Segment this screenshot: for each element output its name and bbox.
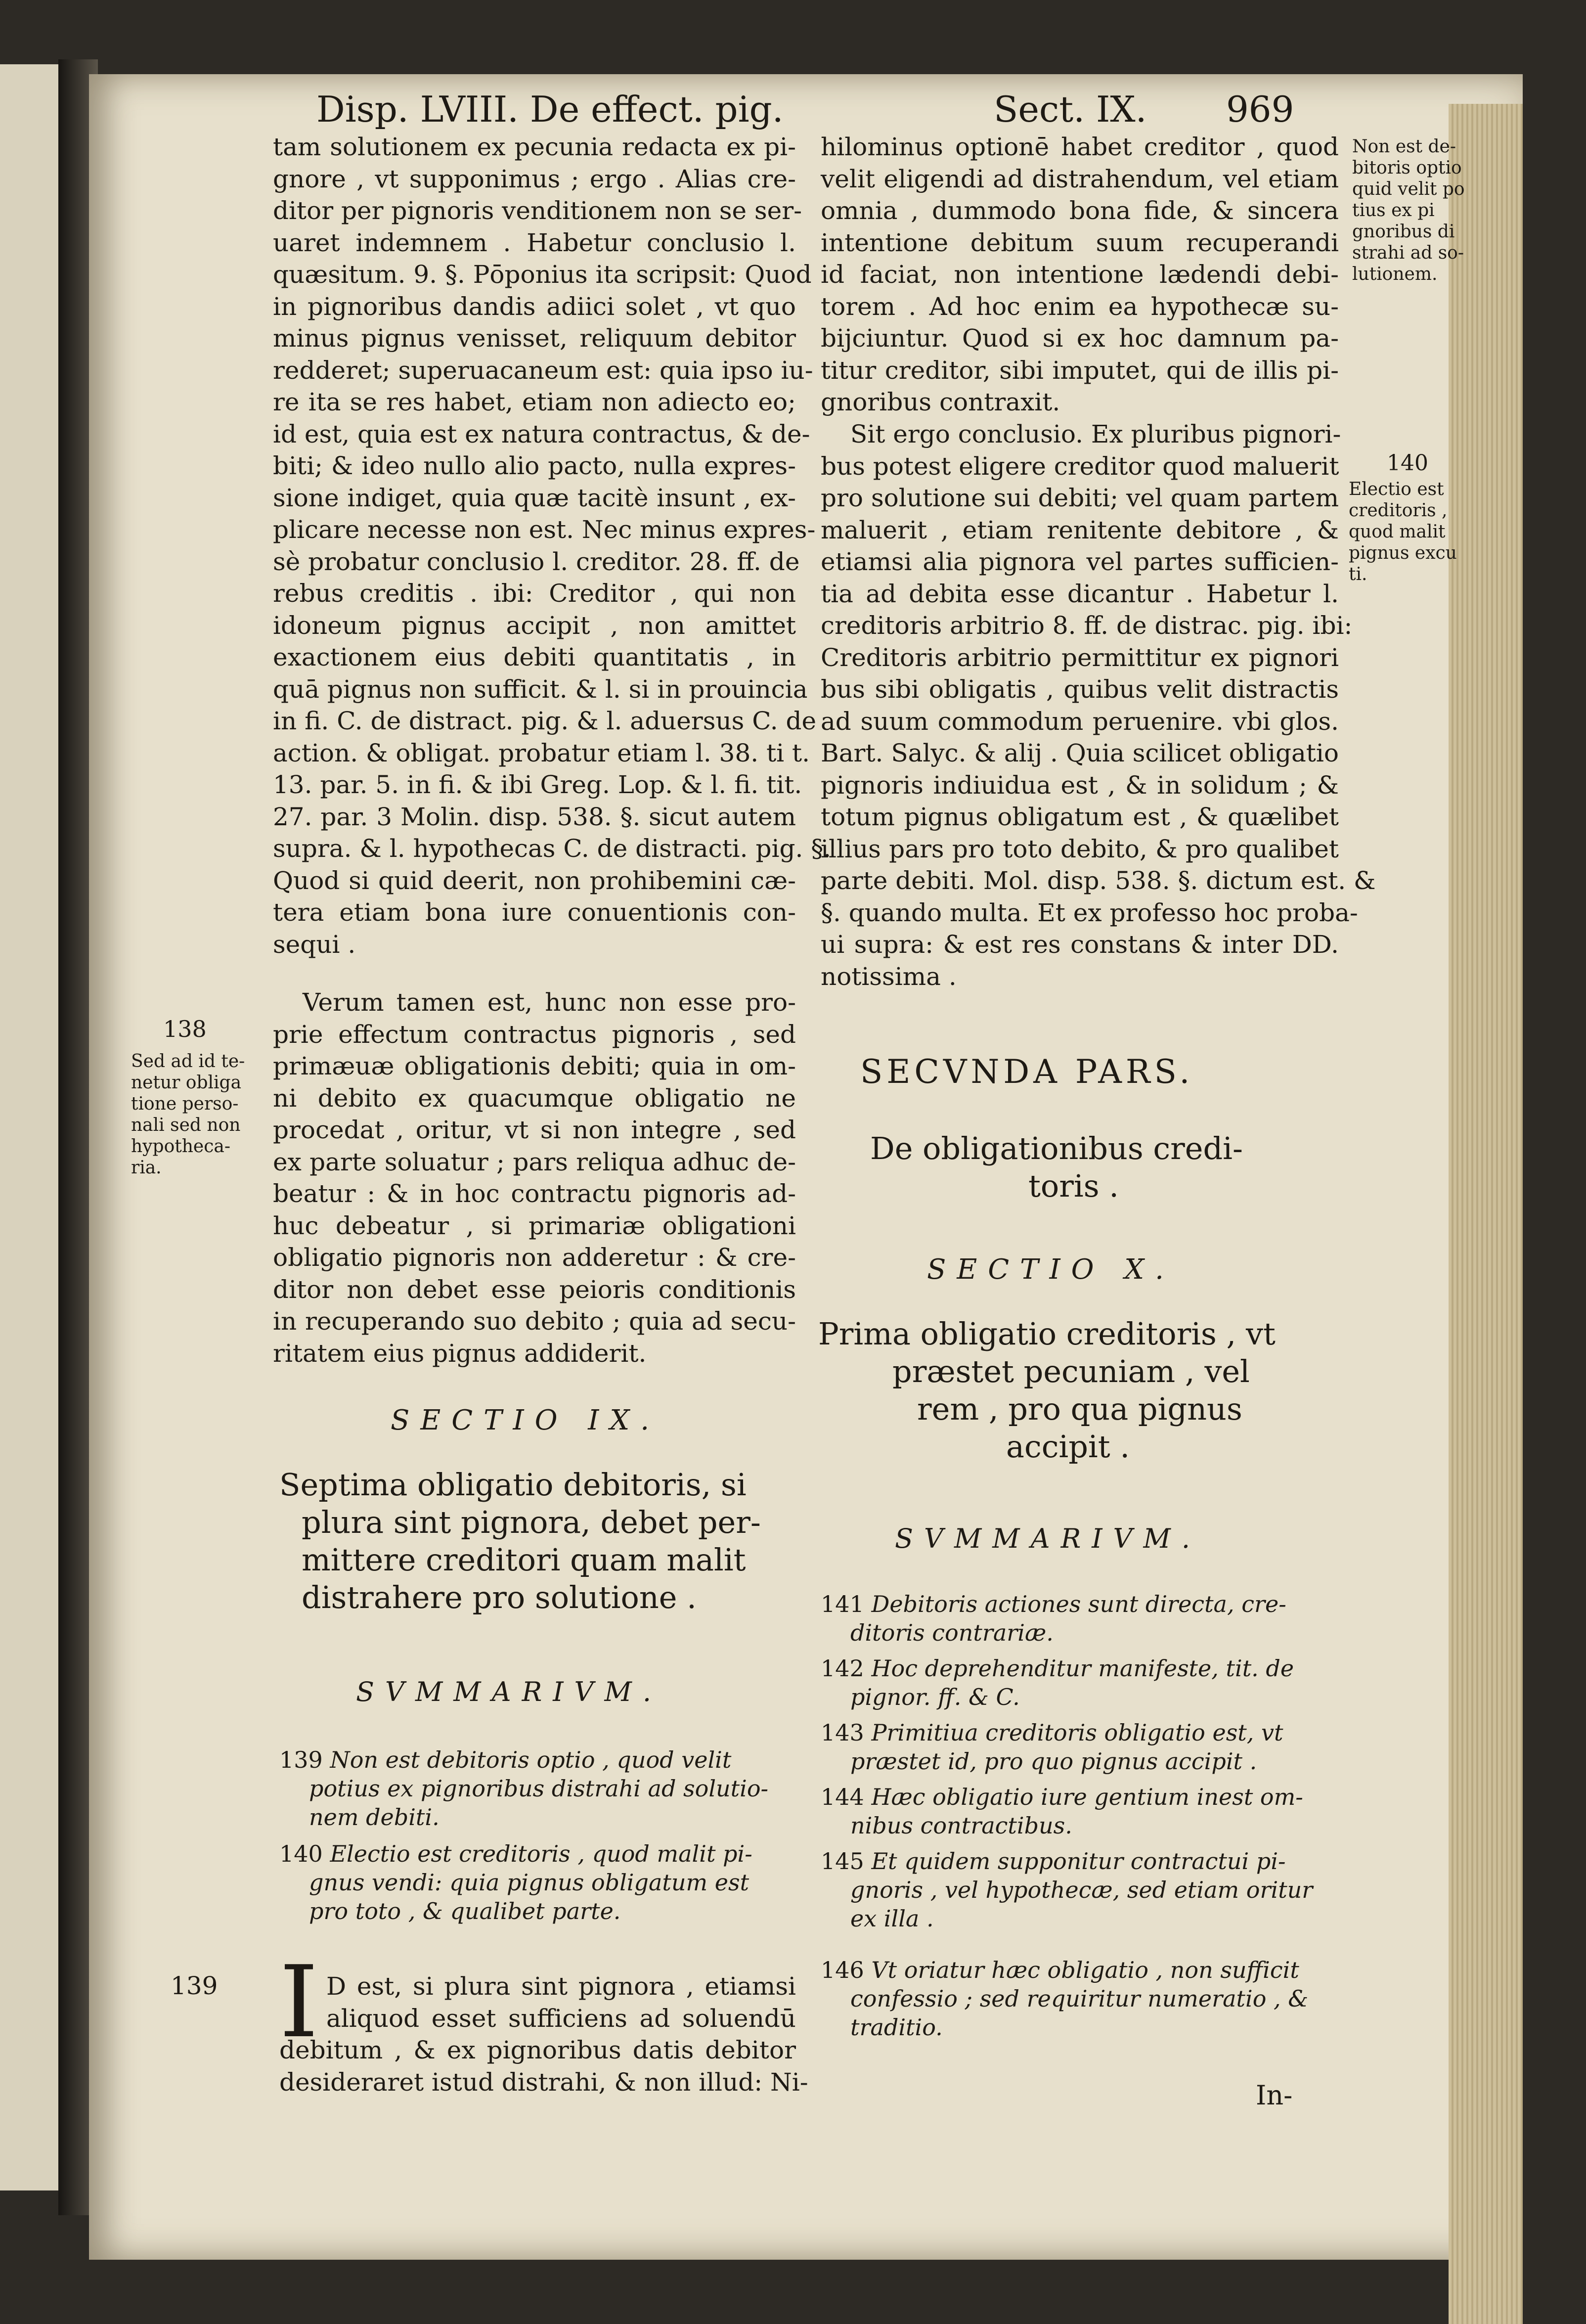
section-ix-title: [279, 1466, 761, 1616]
margin-note-line: strahi ad so-: [1352, 243, 1464, 263]
text-line: §. quando multa. Et ex professo hoc proba-: [821, 898, 1358, 927]
text-line: gnore , vt supponimus ; ergo . Alias cre-: [273, 164, 796, 193]
left-column-paragraph-1: [273, 131, 832, 960]
text-line: Creditoris arbitrio permittitur ex pignori: [821, 643, 1339, 672]
title-line: accipit .: [1006, 1429, 1130, 1465]
catchword: In-: [1256, 2080, 1293, 2111]
summary-text: nem debiti.: [309, 1804, 440, 1831]
summary-text: nibus contractibus.: [850, 1812, 1072, 1839]
text-line: sè probatur conclusio l. creditor. 28. ff. de: [273, 547, 800, 576]
margin-note-line: quod malit: [1349, 522, 1446, 542]
summary-item-146: [821, 1956, 1308, 2042]
summary-text: potius ex pignoribus distrahi ad solutio-: [309, 1775, 769, 1802]
part-heading: SECVNDA PARS.: [860, 1053, 1194, 1091]
summary-number: 139: [279, 1746, 323, 1773]
text-line: debitum , & ex pignoribus datis debitor: [279, 2036, 796, 2064]
margin-note-line: hypotheca-: [131, 1136, 230, 1157]
text-line: minus pignus venisset, reliquum debitor: [273, 324, 796, 353]
title-line: De obligationibus credi-: [870, 1130, 1243, 1166]
summary-item-142: [821, 1654, 1294, 1711]
text-line: id est, quia est ex natura contractus, & de-: [273, 419, 810, 448]
text-line: re ita se res habet, etiam non adiecto eo;: [273, 388, 796, 416]
text-line: D est, si plura sint pignora , etiamsi: [326, 1972, 796, 2001]
text-line: ad suum commodum peruenire. vbi glos.: [821, 707, 1339, 736]
left-column-paragraph-3b: [279, 2034, 808, 2098]
margin-note-number: 140: [1387, 450, 1428, 476]
right-margin-note-139: [1352, 136, 1465, 285]
summary-item-139: [279, 1745, 768, 1832]
text-line: prie effectum contractus pignoris , sed: [273, 1020, 796, 1049]
text-line: desideraret istud distrahi, & non illud: Ni-: [279, 2067, 808, 2097]
page-stack-edge: [1449, 104, 1523, 2324]
text-line: in recuperando suo debito ; quia ad secu-: [273, 1307, 796, 1336]
title-line: mittere creditori quam malit: [302, 1542, 746, 1578]
margin-note-line: bitoris optio: [1352, 158, 1462, 178]
summary-text: traditio.: [850, 2014, 943, 2041]
text-line: idoneum pignus accipit , non amittet: [273, 611, 796, 640]
running-header-left: Disp. LVIII. De effect. pig.: [316, 89, 784, 130]
text-line: bus sibi obligatis , quibus velit distractis: [821, 675, 1339, 704]
text-line: bus potest eligere creditor quod maluerit: [821, 451, 1339, 481]
text-line: action. & obligat. probatur etiam l. 38. ti t.: [273, 738, 810, 767]
text-line: tam solutionem ex pecunia redacta ex pi-: [273, 133, 796, 161]
summary-text: Debitoris actiones sunt directa, cre-: [871, 1591, 1286, 1617]
summary-item-141: [821, 1590, 1286, 1647]
summary-item-143: [821, 1718, 1283, 1776]
page-number: 969: [1226, 89, 1294, 130]
summary-item-144: [821, 1783, 1303, 1840]
margin-note-line: Non est de-: [1352, 136, 1456, 157]
title-line: Prima obligatio creditoris , vt: [818, 1316, 1276, 1352]
margin-note-line: ria.: [131, 1158, 162, 1178]
text-line: huc debeatur , si primariæ obligationi: [273, 1211, 796, 1240]
text-line: redderet; superuacaneum est: quia ipso iu-: [273, 356, 813, 385]
text-line: illius pars pro toto debito, & pro qualibet: [821, 834, 1339, 863]
left-column-paragraph-3: [326, 1970, 796, 2034]
summary-text: Vt oriatur hæc obligatio , non sufficit: [871, 1957, 1299, 1983]
margin-number: 139: [171, 1971, 218, 2000]
right-margin-note-140: [1349, 479, 1457, 585]
section-x-title: [818, 1315, 1276, 1466]
summarium-label: SVMMARIVM.: [895, 1523, 1201, 1554]
margin-note-number: 138: [163, 1016, 207, 1042]
summary-text: pro toto , & qualibet parte.: [309, 1898, 621, 1924]
text-line: 13. par. 5. in fi. & ibi Greg. Lop. & l. fi. tit.: [273, 770, 802, 799]
margin-note-line: quid velit po: [1352, 179, 1465, 199]
text-line: obligatio pignoris non adderetur : & cre-: [273, 1243, 796, 1272]
text-line: gnoribus contraxit.: [821, 388, 1060, 416]
title-line: rem , pro qua pignus: [917, 1391, 1242, 1427]
text-line: Bart. Salyc. & alij . Quia scilicet obligatio: [821, 739, 1339, 767]
text-line: ui supra: & est res constans & inter DD.: [821, 930, 1339, 959]
summary-number: 144: [821, 1784, 864, 1810]
text-line: ni debito ex quacumque obligatio ne: [273, 1083, 796, 1113]
margin-note-line: ti.: [1349, 564, 1367, 584]
title-line: Septima obligatio debitoris, si: [279, 1467, 747, 1503]
text-line: maluerit , etiam renitente debitore , &: [821, 515, 1339, 544]
text-line: totum pignus obligatum est , & quælibet: [821, 803, 1339, 831]
text-line: intentione debitum suum recuperandi: [821, 228, 1339, 257]
running-header-section: Sect. IX.: [994, 89, 1147, 130]
margin-note-line: pignus excu: [1349, 543, 1457, 563]
text-line: biti; & ideo nullo alio pacto, nulla expres-: [273, 451, 796, 480]
text-line: pignoris indiuidua est , & in solidum ; &: [821, 770, 1339, 800]
summary-number: 142: [821, 1655, 864, 1682]
text-line: ditor non debet esse peioris conditionis: [273, 1275, 796, 1304]
text-line: supra. & l. hypothecas C. de distracti. pig. §.: [273, 834, 832, 863]
margin-note-line: lutionem.: [1352, 264, 1438, 284]
summary-text: Et quidem supponitur contractui pi-: [871, 1848, 1286, 1875]
drop-cap: I: [279, 1945, 319, 2060]
summary-text: Non est debitoris optio , quod velit: [330, 1746, 732, 1773]
text-line: in pignoribus dandis adiici solet , vt quo: [273, 292, 796, 321]
summary-number: 146: [821, 1957, 864, 1983]
text-line: tera etiam bona iure conuentionis con-: [273, 898, 796, 927]
summarium-label: SVMMARIVM.: [356, 1676, 662, 1707]
text-line: exactionem eius debiti quantitatis , in: [273, 643, 796, 671]
facing-page-edge: [0, 64, 61, 2190]
summary-number: 143: [821, 1719, 864, 1746]
margin-note-line: nali sed non: [131, 1115, 241, 1135]
summary-text: ex illa .: [850, 1905, 934, 1932]
text-line: sequi .: [273, 930, 356, 959]
right-column-paragraph-2: [821, 418, 1376, 992]
summary-text: præstet id, pro quo pignus accipit .: [850, 1748, 1257, 1775]
margin-note-line: creditoris ,: [1349, 500, 1448, 521]
text-line: ditor per pignoris venditionem non se ser-: [273, 196, 802, 225]
margin-note-line: Electio est: [1349, 479, 1444, 499]
text-line: creditoris arbitrio 8. ff. de distrac. pig. ibi:: [821, 611, 1353, 640]
text-line: uaret indemnem . Habetur conclusio l.: [273, 228, 796, 257]
text-line: in fi. C. de distract. pig. & l. aduersus C. de: [273, 707, 817, 735]
text-line: rebus creditis . ibi: Creditor , qui non: [273, 579, 796, 608]
text-line: id faciat, non intentione lædendi debi-: [821, 260, 1339, 289]
text-line: bijciuntur. Quod si ex hoc damnum pa-: [821, 324, 1339, 353]
summary-text: pignor. ff. & C.: [850, 1684, 1020, 1710]
text-line: ex parte soluatur ; pars reliqua adhuc de-: [273, 1147, 796, 1176]
summary-text: gnus vendi: quia pignus obligatum est: [309, 1869, 749, 1896]
text-line: velit eligendi ad distrahendum, vel etiam: [821, 164, 1339, 193]
title-line: plura sint pignora, debet per-: [302, 1504, 761, 1540]
text-line: procedat , oritur, vt si non integre , sed: [273, 1116, 796, 1144]
margin-note-line: tione perso-: [131, 1094, 239, 1114]
section-ix-label: SECTIO IX.: [391, 1404, 661, 1436]
summary-text: Hæc obligatio iure gentium inest om-: [871, 1784, 1303, 1810]
text-line: etiamsi alia pignora vel partes sufficien-: [821, 547, 1339, 576]
text-line: ritatem eius pignus addiderit.: [273, 1339, 647, 1368]
title-line: toris .: [1028, 1168, 1119, 1204]
text-line: pro solutione sui debiti; vel quam partem: [821, 484, 1339, 512]
title-line: præstet pecuniam , vel: [892, 1353, 1250, 1389]
text-line: 27. par. 3 Molin. disp. 538. §. sicut autem: [273, 802, 796, 831]
summary-text: confessio ; sed requiritur numeratio , &: [850, 1985, 1309, 2012]
text-line: hilominus optionē habet creditor , quod: [821, 133, 1339, 161]
summary-item-140: [279, 1839, 752, 1925]
text-line: aliquod esset sufficiens ad soluendū: [326, 2004, 796, 2033]
part-subtitle: [870, 1130, 1243, 1205]
title-line: distrahere pro solutione .: [302, 1579, 697, 1615]
summary-text: Primitiua creditoris obligatio est, vt: [871, 1719, 1283, 1746]
text-line: primæuæ obligationis debiti; quia in om-: [273, 1052, 796, 1080]
text-line: Quod si quid deerit, non prohibemini cæ-: [273, 866, 796, 895]
text-line: Sit ergo conclusio. Ex pluribus pignori-: [850, 420, 1341, 448]
text-line: parte debiti. Mol. disp. 538. §. dictum est. &: [821, 866, 1376, 895]
text-line: beatur : & in hoc contractu pignoris ad-: [273, 1179, 796, 1208]
left-column-paragraph-2: [273, 986, 796, 1369]
summary-item-145: [821, 1847, 1313, 1933]
margin-note-line: Sed ad id te-: [131, 1051, 245, 1072]
text-line: quā pignus non sufficit. & l. si in prouincia: [273, 674, 808, 704]
margin-note-line: tius ex pi: [1352, 200, 1435, 221]
right-column-paragraph-1: [821, 131, 1339, 418]
margin-note-line: gnoribus di: [1352, 222, 1455, 242]
section-x-label: SECTIO X.: [927, 1253, 1175, 1286]
summary-text: Hoc deprehenditur manifeste, tit. de: [871, 1655, 1294, 1682]
text-line: Verum tamen est, hunc non esse pro-: [303, 988, 796, 1017]
margin-note-line: netur obliga: [131, 1073, 242, 1093]
summary-number: 145: [821, 1848, 864, 1875]
summary-number: 140: [279, 1840, 323, 1867]
text-line: titur creditor, sibi imputet, qui de illis pi-: [821, 356, 1339, 385]
summary-text: Electio est creditoris , quod malit pi-: [330, 1840, 752, 1867]
summary-text: gnoris , vel hypothecæ, sed etiam oritur: [850, 1877, 1313, 1903]
left-margin-note: [131, 1051, 245, 1178]
text-line: plicare necesse non est. Nec minus expres-: [273, 515, 816, 544]
text-line: tia ad debita esse dicantur . Habetur l.: [821, 579, 1339, 608]
text-line: omnia , dummodo bona fide, & sincera: [821, 196, 1339, 225]
text-line: quæsitum. 9. §. Pōponius ita scripsit: Quod: [273, 260, 812, 289]
text-line: sione indiget, quia quæ tacitè insunt , ex-: [273, 483, 796, 512]
summary-text: ditoris contrariæ.: [850, 1619, 1054, 1646]
summary-number: 141: [821, 1591, 864, 1617]
text-line: notissima .: [821, 962, 957, 991]
text-line: torem . Ad hoc enim ea hypothecæ su-: [821, 292, 1339, 321]
